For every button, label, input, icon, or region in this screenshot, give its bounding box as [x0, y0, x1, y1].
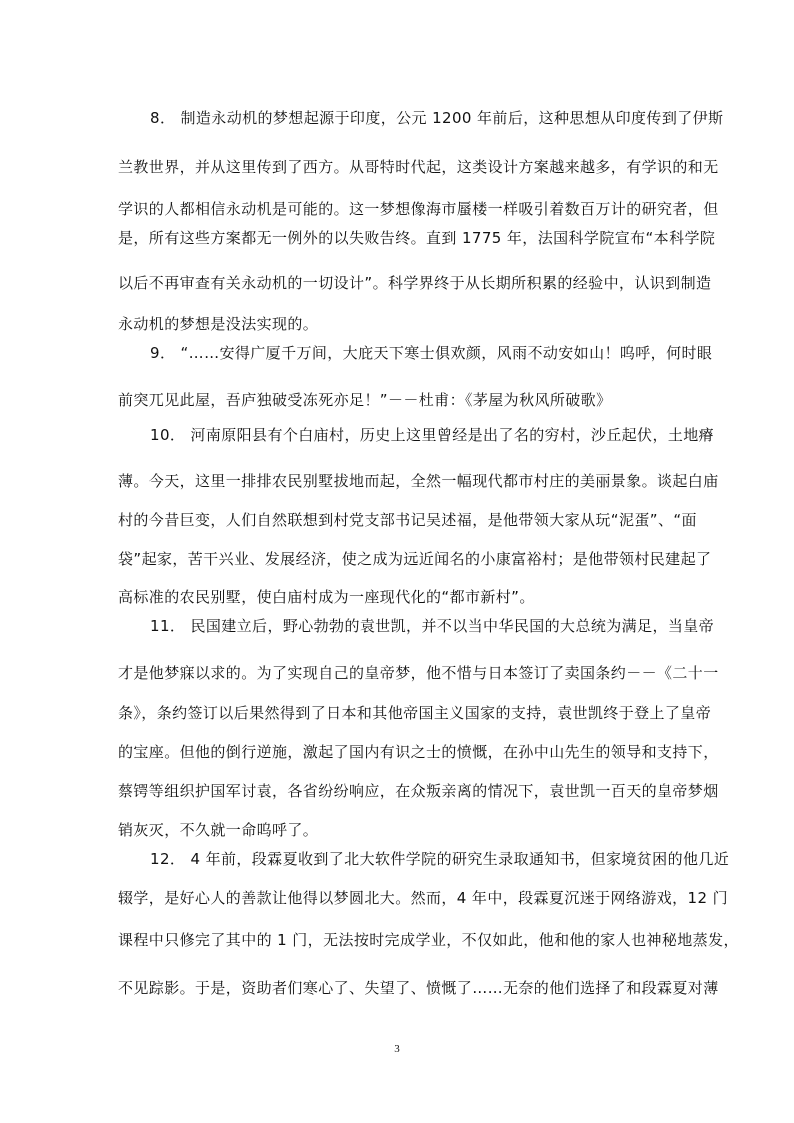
- paragraph-8-line: 8． 制造永动机的梦想起源于印度，公元 1200 年前后，这种思想从印度传到了伊斯: [150, 109, 724, 127]
- paragraph-10-line: 10． 河南原阳县有个白庙村，历史上这里曾经是出了名的穷村，沙丘起伏，土地瘠: [150, 426, 715, 444]
- paragraph-10-line: 袋”起家，苦干兴业、发展经济，使之成为远近闻名的小康富裕村；是他带领村民建起了: [118, 550, 712, 568]
- paragraph-8-line: 学识的人都相信永动机是可能的。这一梦想像海市蜃楼一样吸引着数百万计的研究者，但: [118, 200, 719, 218]
- paragraph-11-line: 的宝座。但他的倒行逆施，激起了国内有识之士的愤慨，在孙中山先生的领导和支持下，: [118, 743, 719, 761]
- paragraph-11-line: 蔡锷等组织护国军讨袁，各省纷纷响应，在众叛亲离的情况下，袁世凯一百天的皇帝梦烟: [118, 782, 719, 800]
- paragraph-8-line: 永动机的梦想是没法实现的。: [118, 315, 319, 333]
- paragraph-11-line: 才是他梦寐以求的。为了实现自己的皇帝梦，他不惜与日本签订了卖国条约－－《二十一: [118, 664, 719, 682]
- paragraph-12-line: 课程中只修完了其中的 1 门，无法按时完成学业，不仅如此，他和他的家人也神秘地蒸发，: [118, 931, 739, 949]
- paragraph-8-line: 兰教世界，并从这里传到了西方。从哥特时代起，这类设计方案越来越多，有学识的和无: [118, 158, 719, 176]
- paragraph-8-line: 以后不再审查有关永动机的一切设计”。科学界终于从长期所积累的经验中，认识到制造: [118, 274, 712, 292]
- paragraph-9-line: 9． “……安得广厦千万间，大庇天下寒士俱欢颜，风雨不动安如山！呜呼，何时眼: [150, 344, 713, 362]
- paragraph-12-line: 12． 4 年前，段霖夏收到了北大软件学院的研究生录取通知书，但家境贫困的他几近: [150, 850, 730, 868]
- paragraph-12-line: 不见踪影。于是，资助者们寒心了、失望了、愤慨了……无奈的他们选择了和段霖夏对薄: [118, 979, 719, 997]
- paragraph-11-line: 销灰灭，不久就一命呜呼了。: [118, 821, 319, 839]
- paragraph-11-line: 11． 民国建立后，野心勃勃的袁世凯，并不以当中华民国的大总统为满足，当皇帝: [150, 617, 715, 635]
- paragraph-10-line: 薄。今天，这里一排排农民别墅拔地而起，全然一幅现代都市村庄的美丽景象。谈起白庙: [118, 472, 719, 490]
- paragraph-12-line: 辍学，是好心人的善款让他得以梦圆北大。然而，4 年中，段霖夏沉迷于网络游戏，12 门: [118, 889, 728, 907]
- page-number: 3: [394, 1043, 400, 1055]
- paragraph-9-line: 前突兀见此屋，吾庐独破受冻死亦足！”－－杜甫：《茅屋为秋风所破歌》: [118, 391, 612, 409]
- paragraph-10-line: 村的今昔巨变，人们自然联想到村党支部书记吴述福，是他带领大家从玩“泥蛋”、“面: [118, 511, 697, 529]
- paragraph-11-line: 条》，条约签订以后果然得到了日本和其他帝国主义国家的支持，袁世凯终于登上了皇帝: [118, 704, 712, 722]
- paragraph-10-line: 高标准的农民别墅，使白庙村成为一座现代化的“都市新村”。: [118, 588, 535, 606]
- paragraph-8-line: 是，所有这些方案都无一例外的以失败告终。直到 1775 年，法国科学院宣布“本科学院: [118, 229, 716, 247]
